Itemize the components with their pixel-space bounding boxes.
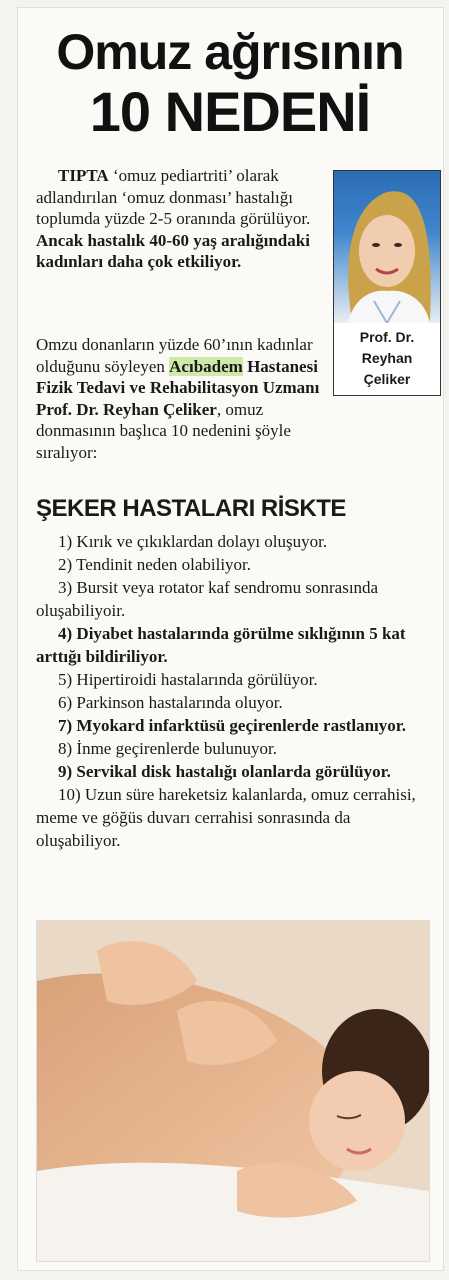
caption-title: Prof. Dr. xyxy=(359,329,415,345)
headline xyxy=(30,24,430,142)
massage-photo xyxy=(36,920,430,1262)
reasons-list xyxy=(36,530,428,852)
reason-item: 2) Tendinit neden olabiliyor. xyxy=(58,555,252,574)
reason-item: 5) Hipertiroidi hastalarında görülüyor. xyxy=(58,670,318,689)
headline-line-1: Omuz ağrısının xyxy=(56,24,404,80)
reason-item: 8) İnme geçirenlerde bulunuyor. xyxy=(58,739,278,758)
intro-lead: TIPTA xyxy=(58,166,109,185)
reason-item: 3) Bursit veya rotator kaf sendromu sonrasında oluşabiliyoir. xyxy=(36,578,379,620)
intro-paragraph xyxy=(36,165,326,273)
reason-item: 4) Diyabet hastalarında görülme sıklığının 5 kat arttığı bildiriliyor. xyxy=(36,624,406,666)
headline-line-2: 10 NEDENİ xyxy=(89,80,371,143)
reason-item: 7) Myokard infarktüsü geçirenlerde rastlanıyor. xyxy=(58,716,407,735)
caption-first-name: Reyhan xyxy=(361,350,413,366)
intro-text-3: , omuz donmasının başlıca 10 nedenini şöyle sıralıyor: xyxy=(36,399,291,462)
intro-text-1: ‘omuz pediartriti’ olarak adlandırılan ‘omuz donması’ hastalığı toplumda yüzde 2-5 oranında görülüyor. xyxy=(36,166,311,228)
reason-item: 1) Kırık ve çıkıklardan dolayı oluşuyor. xyxy=(58,532,328,551)
reason-item: 10) Uzun süre hareketsiz kalanlarda, omuz cerrahisi, meme ve göğüs duvarı cerrahisi sonrasında da oluşabiliyor. xyxy=(36,785,416,850)
portrait-caption xyxy=(334,327,440,390)
reason-item: 6) Parkinson hastalarında oluyor. xyxy=(58,693,283,712)
portrait-box xyxy=(333,170,441,396)
intro-paragraph-2 xyxy=(36,334,336,463)
caption-last-name: Çeliker xyxy=(363,371,411,387)
reason-item: 9) Servikal disk hastalığı olanlarda görülüyor. xyxy=(58,762,391,781)
hospital-highlight: Acıbadem xyxy=(169,356,243,376)
intro-bold-1: Ancak hastalık 40-60 yaş aralığındaki kadınları daha çok etkiliyor. xyxy=(36,230,310,271)
portrait-photo xyxy=(334,171,440,323)
intro-bold-2: Hastanesi Fizik Tedavi ve Rehabilitasyon Uzmanı Prof. Dr. Reyhan Çeliker xyxy=(36,356,320,419)
intro-text-2: Omzu donanların yüzde 60’ının kadınlar olduğunu söyleyen xyxy=(36,335,313,376)
subhead: ŞEKER HASTALARI RİSKTE xyxy=(36,495,346,522)
